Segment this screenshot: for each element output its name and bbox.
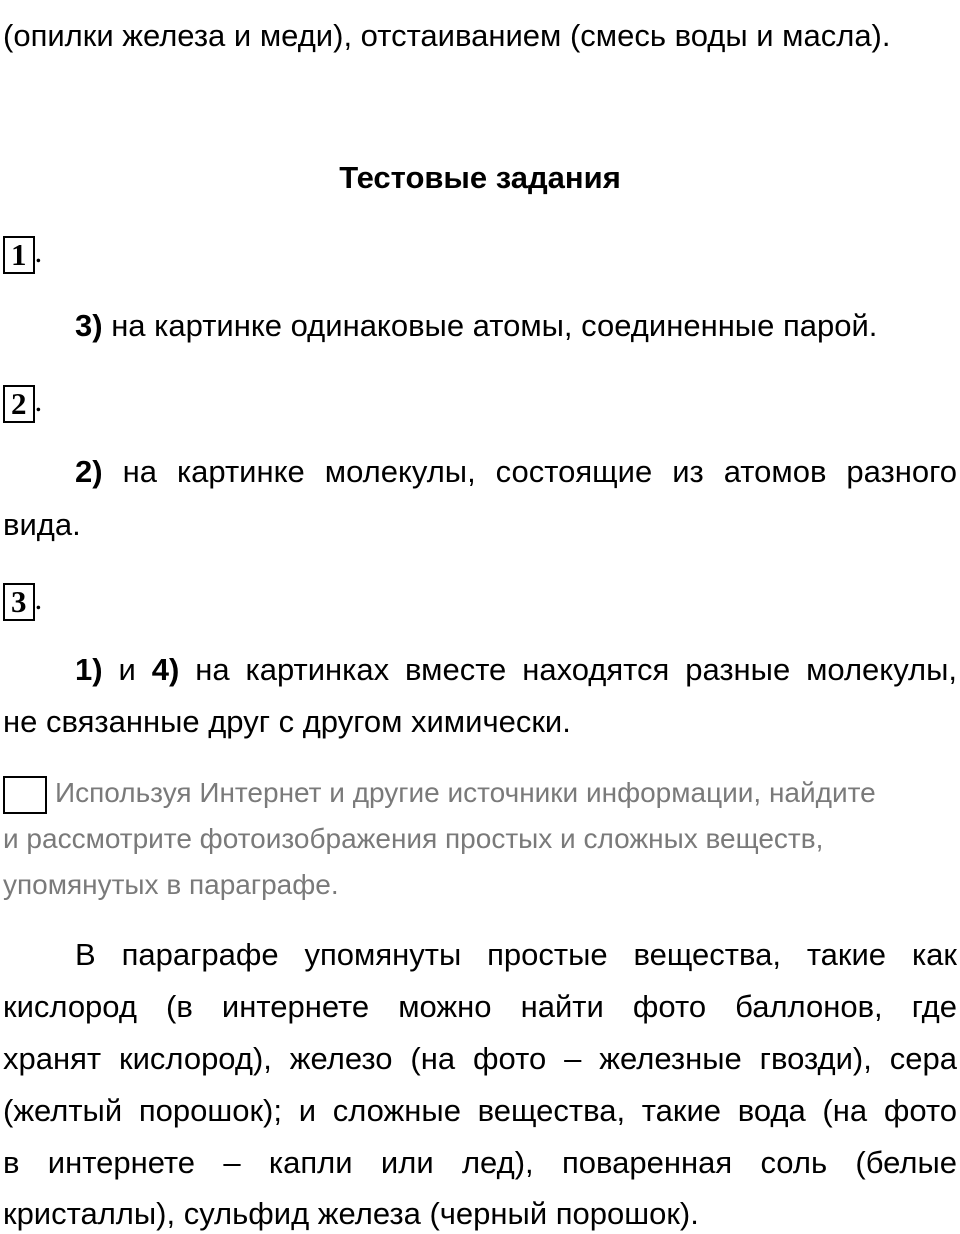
task-checkbox-frame	[3, 776, 47, 814]
answer-line-6: кристаллы), сульфид железа (черный порошок).	[3, 1196, 699, 1231]
answer-connector: и	[102, 652, 152, 687]
test-number-dot: .	[34, 581, 43, 616]
test-number-dot: .	[34, 234, 43, 269]
test-number-box: 3	[3, 583, 35, 621]
task-line-1	[3, 773, 957, 814]
answer-line-3: хранят кислород), железо (на фото – железные гвозди), сера	[3, 1041, 957, 1076]
answer-label: 3)	[75, 308, 103, 343]
test-number-2	[3, 381, 42, 421]
intro-line: (опилки железа и меди), отстаиванием (смесь воды и масла).	[3, 18, 891, 53]
test-2-answer-line-2: вида.	[3, 507, 81, 542]
test-number-box: 1	[3, 236, 35, 274]
test-2-answer-line-1	[3, 452, 957, 492]
answer-label-a: 1)	[75, 652, 103, 687]
answer-label: 2)	[75, 454, 103, 489]
answer-line-1: В параграфе упомянуты простые вещества, такие как	[75, 937, 957, 972]
task-line-2: и рассмотрите фотоизображения простых и сложных веществ,	[3, 823, 824, 854]
answer-line-2: кислород (в интернете можно найти фото баллонов, где	[3, 989, 957, 1024]
answer-line-5: в интернете – капли или лед), поваренная соль (белые	[3, 1145, 957, 1180]
answer-text: на картинках вместе находятся разные молекулы,	[179, 652, 958, 687]
test-1-answer	[3, 306, 957, 346]
answer-text: на картинке одинаковые атомы, соединенные парой.	[102, 308, 878, 343]
answer-line-4: (желтый порошок); и сложные вещества, такие вода (на фото	[3, 1093, 957, 1128]
test-3-answer-line-2: не связанные друг с другом химически.	[3, 704, 571, 739]
task-text: Используя Интернет и другие источники информации, найдите	[55, 777, 876, 808]
task-line-3: упомянутых в параграфе.	[3, 869, 339, 900]
answer-label-b: 4)	[151, 652, 180, 687]
test-number-1	[3, 232, 42, 272]
test-3-answer-line-1	[3, 650, 957, 690]
test-number-dot: .	[34, 383, 43, 418]
test-number-3	[3, 579, 42, 619]
answer-text: на картинке молекулы, состоящие из атомов разного	[102, 454, 957, 489]
test-number-box: 2	[3, 385, 35, 423]
section-title: Тестовые задания	[339, 160, 621, 195]
